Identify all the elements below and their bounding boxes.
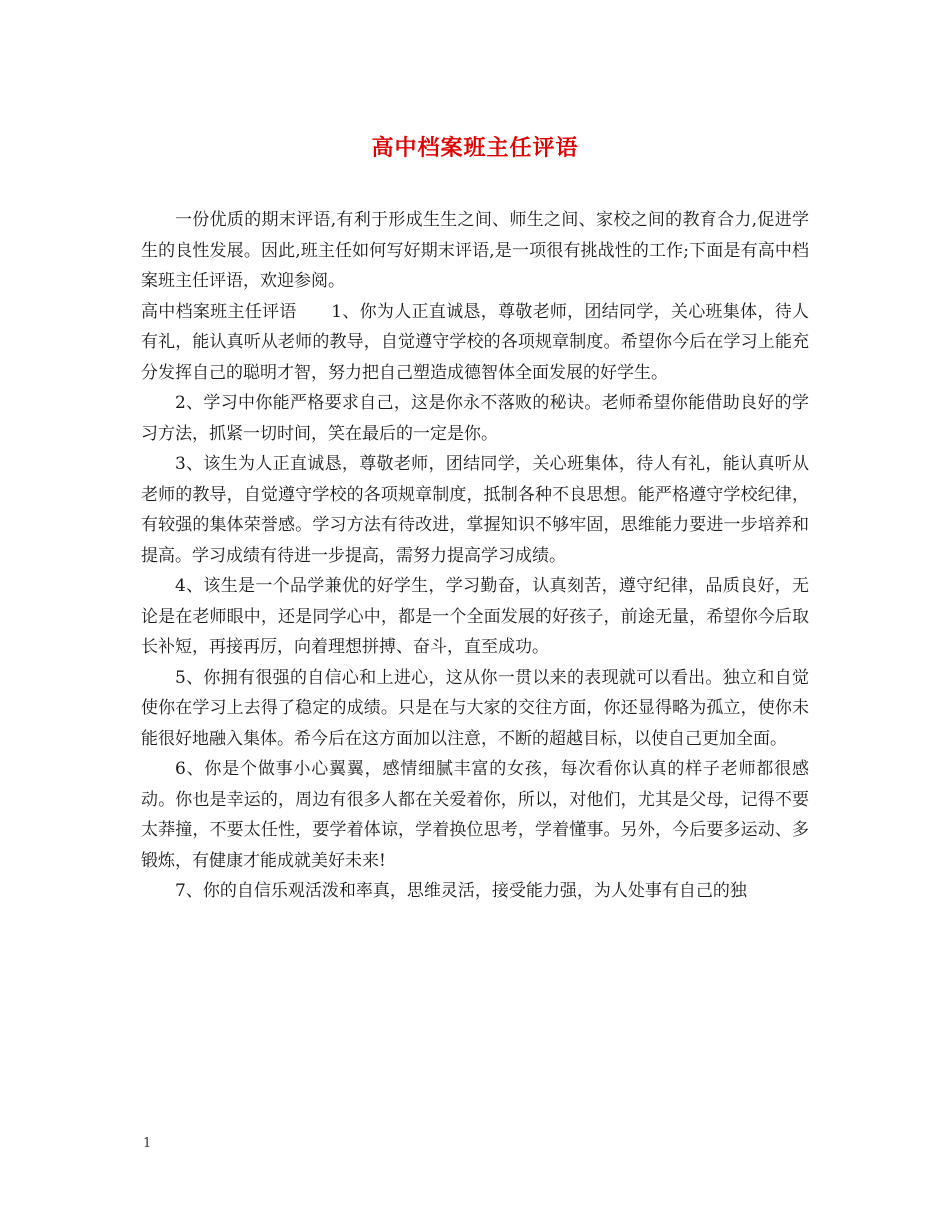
paragraph-comment-5: 5、你拥有很强的自信心和上进心，这从你一贯以来的表现就可以看出。独立和自觉使你在学习上去得了稳定的成绩。只是在与大家的交往方面，你还显得略为孤立，使你未能很好地融入集体。希今后在这方面加以注意，不断的超越目标，以使自己更加全面。 bbox=[141, 667, 809, 749]
document-body bbox=[141, 205, 809, 907]
paragraph-comment-4: 4、该生是一个品学兼优的好学生，学习勤奋，认真刻苦，遵守纪律，品质良好，无论是在老师眼中，还是同学心中，都是一个全面发展的好孩子，前途无量，希望你今后取长补短，再接再厉，向着理想拼搏、奋斗，直至成功。 bbox=[141, 576, 809, 657]
paragraph-comment-1: 高中档案班主任评语 1、你为人正直诚恳，尊敬老师，团结同学，关心班集体，待人有礼，能认真听从老师的教导，自觉遵守学校的各项规章制度。希望你今后在学习上能充分发挥自己的聪明才智，努力把自己塑造成德智体全面发展的好学生。 bbox=[141, 301, 809, 383]
paragraph-comment-2: 2、学习中你能严格要求自己，这是你永不落败的秘诀。老师希望你能借助良好的学习方法，抓紧一切时间，笑在最后的一定是你。 bbox=[141, 393, 809, 444]
document-title: 高中档案班主任评语 bbox=[371, 135, 579, 161]
page-number: 1 bbox=[143, 1136, 152, 1151]
paragraph-comment-6: 6、你是个做事小心翼翼，感情细腻丰富的女孩，每次看你认真的样子老师都很感动。你也是幸运的，周边有很多人都在关爱着你，所以，对他们，尤其是父母，记得不要太莽撞，不要太任性，要学着体谅，学着换位思考，学着懂事。另外，今后要多运动、多锻炼，有健康才能成就美好未来! bbox=[141, 759, 809, 871]
paragraph-comment-3: 3、该生为人正直诚恳，尊敬老师，团结同学，关心班集体，待人有礼，能认真听从老师的教导，自觉遵守学校的各项规章制度，抵制各种不良思想。能严格遵守学校纪律，有较强的集体荣誉感。学习方法有待改进，掌握知识不够牢固，思维能力要进一步培养和提高。学习成绩有待进一步提高，需努力提高学习成绩。 bbox=[141, 454, 809, 566]
paragraph-comment-7: 7、你的自信乐观活泼和率真，思维灵活，接受能力强，为人处事有自己的独 bbox=[175, 881, 747, 901]
paragraph-intro: 一份优质的期末评语,有利于形成生生之间、师生之间、家校之间的教育合力,促进学生的良性发展。因此,班主任如何写好期末评语,是一项很有挑战性的工作;下面是有高中档案班主任评语，欢迎参阅。 bbox=[141, 210, 809, 291]
